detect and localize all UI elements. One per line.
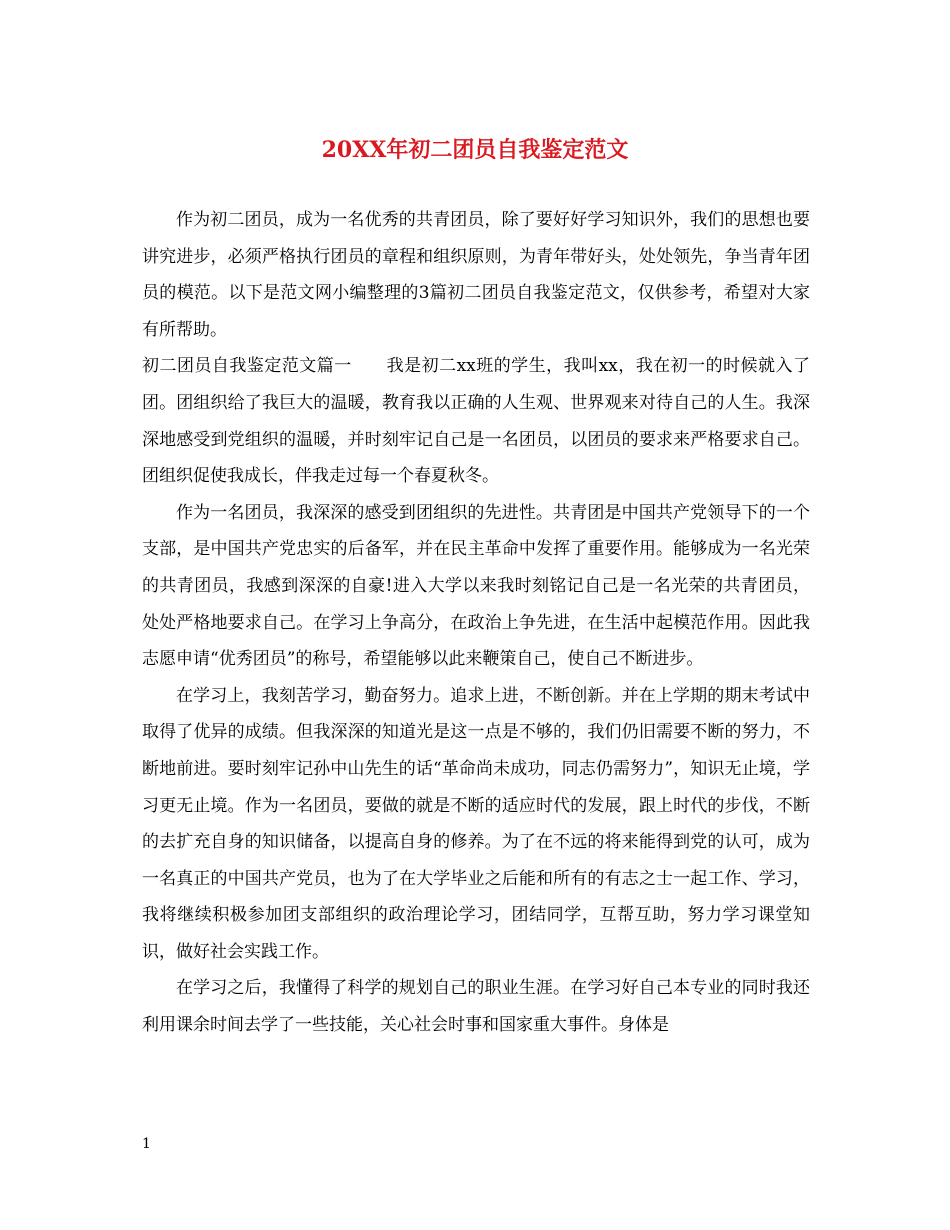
page-number: 1 (142, 1136, 151, 1152)
document-body (142, 202, 810, 1044)
paragraph-intro: 作为初二团员，成为一名优秀的共青团员，除了要好好学习知识外，我们的思想也要讲究进步，必须严格执行团员的章程和组织原则，为青年带好头，处处领先，争当青年团员的模范。以下是范文网小编整理的3篇初二团员自我鉴定范文，仅供参考，希望对大家有所帮助。 (142, 210, 810, 340)
paragraph-career-planning: 在学习之后，我懂得了科学的规划自己的职业生涯。在学习好自己本专业的同时我还利用课余时间去学了一些技能，关心社会时事和国家重大事件。身体是 (142, 978, 810, 1036)
page-title: 20XX年初二团员自我鉴定范文 (321, 137, 629, 163)
paragraph-study: 在学习上，我刻苦学习，勤奋努力。追求上进，不断创新。并在上学期的期末考试中取得了优异的成绩。但我深深的知道光是这一点是不够的，我们仍旧需要不断的努力，不断地前进。要时刻牢记孙中山先生的话“革命尚未成功，同志仍需努力”，知识无止境，学习更无止境。作为一名团员，要做的就是不断的适应时代的发展，跟上时代的步伐，不断的去扩充自身的知识储备，以提高自身的修养。为了在不远的将来能得到党的认可，成为一名真正的中国共产党员，也为了在大学毕业之后能和所有的有志之士一起工作、学习，我将继续积极参加团支部组织的政治理论学习，团结同学，互帮互助，努力学习课堂知识，做好社会实践工作。 (142, 685, 810, 962)
paragraph-section-one: 初二团员自我鉴定范文篇一 我是初二xx班的学生，我叫xx，我在初一的时候就入了团。团组织给了我巨大的温暖，教育我以正确的人生观、世界观来对待自己的人生。我深深地感受到党组织的温暖，并时刻牢记自己是一名团员，以团员的要求来严格要求自己。团组织促使我成长，伴我走过每一个春夏秋冬。 (142, 356, 810, 487)
paragraph-advanced-nature: 作为一名团员，我深深的感受到团组织的先进性。共青团是中国共产党领导下的一个支部，是中国共产党忠实的后备军，并在民主革命中发挥了重要作用。能够成为一名光荣的共青团员，我感到深深的自豪!进入大学以来我时刻铭记自己是一名光荣的共青团员，处处严格地要求自己。在学习上争高分，在政治上争先进，在生活中起模范作用。因此我志愿申请“优秀团员”的称号，希望能够以此来鞭策自己，使自己不断进步。 (142, 502, 810, 670)
